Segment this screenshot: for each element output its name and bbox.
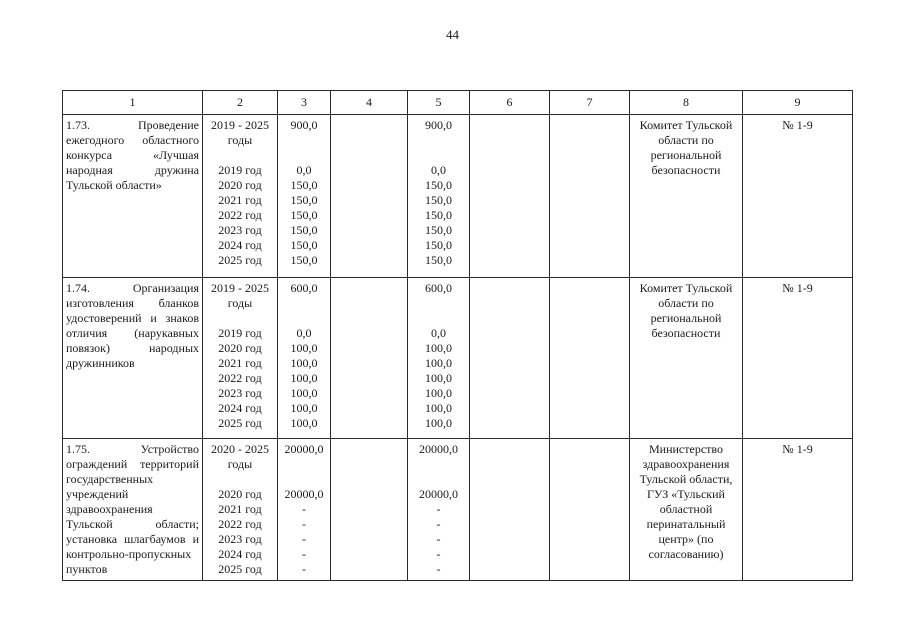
measure-description-cell xyxy=(63,439,203,581)
column-6-cell xyxy=(470,278,550,439)
funding-value: 150,0 xyxy=(290,253,318,267)
funding-value: 100,0 xyxy=(290,386,318,400)
column-7-cell xyxy=(550,278,630,439)
executor: Министерство здравоохранения Тульской области, ГУЗ «Тульский областной перинатальный центр» (по согласованию) xyxy=(639,442,733,561)
year-label: 2024 год xyxy=(218,547,262,561)
funding-value: - xyxy=(302,547,306,561)
year-label: 2025 год xyxy=(218,562,262,576)
indicator-ref: № 1-9 xyxy=(782,442,813,456)
year-label: 2024 год xyxy=(218,238,262,252)
indicator-cell xyxy=(743,115,853,278)
column-6-cell xyxy=(470,115,550,278)
column-header: 2 xyxy=(203,91,278,115)
year-label: 2020 год xyxy=(218,487,262,501)
funding-total: 20000,0 xyxy=(284,442,324,456)
regional-budget-value: 100,0 xyxy=(425,416,452,430)
period-cell xyxy=(203,439,278,581)
column-header: 4 xyxy=(331,91,408,115)
indicator-ref: № 1-9 xyxy=(782,281,813,295)
period-range: 2019 - 2025 xyxy=(211,118,269,132)
column-header: 1 xyxy=(63,91,203,115)
total-funding-cell xyxy=(278,439,331,581)
regional-budget-value: 150,0 xyxy=(425,178,452,192)
funding-value: 0,0 xyxy=(296,326,312,340)
period-range: 2019 - 2025 xyxy=(211,281,269,295)
regional-budget-value: 150,0 xyxy=(425,193,452,207)
period-cell xyxy=(203,115,278,278)
column-4-cell xyxy=(331,278,408,439)
funding-value: - xyxy=(302,502,306,516)
period-cell xyxy=(203,278,278,439)
period-unit: годы xyxy=(227,296,253,310)
column-4-cell xyxy=(331,439,408,581)
funding-value: 20000,0 xyxy=(284,487,324,501)
regional-budget-value: - xyxy=(436,547,441,561)
regional-budget-value: 150,0 xyxy=(425,238,452,252)
column-header: 3 xyxy=(278,91,331,115)
column-6-cell xyxy=(470,439,550,581)
column-7-cell xyxy=(550,439,630,581)
funding-value: 150,0 xyxy=(290,238,318,252)
executor-cell xyxy=(630,115,743,278)
regional-budget-value: 150,0 xyxy=(425,223,452,237)
program-measures-table xyxy=(62,90,853,581)
year-label: 2021 год xyxy=(218,356,262,370)
funding-value: 100,0 xyxy=(290,401,318,415)
executor: Комитет Тульской области по региональной безопасности xyxy=(639,118,733,177)
year-label: 2023 год xyxy=(218,532,262,546)
column-header: 5 xyxy=(408,91,470,115)
year-label: 2021 год xyxy=(218,502,262,516)
period-range: 2020 - 2025 xyxy=(211,442,269,456)
period-unit: годы xyxy=(227,457,253,471)
funding-value: 150,0 xyxy=(290,223,318,237)
funding-total: 600,0 xyxy=(290,281,318,295)
executor-cell xyxy=(630,278,743,439)
measure-description: 1.73. Проведение ежегодного областного конкурса «Лучшая народная дружина Тульской области» xyxy=(66,118,199,192)
funding-value: 150,0 xyxy=(290,178,318,192)
column-5-cell xyxy=(408,278,470,439)
regional-budget-value: 150,0 xyxy=(425,253,452,267)
column-7-cell xyxy=(550,115,630,278)
regional-budget-value: - xyxy=(436,502,441,516)
regional-budget-value: 0,0 xyxy=(431,163,446,177)
table-row xyxy=(63,439,853,581)
regional-budget-value: 100,0 xyxy=(425,386,452,400)
regional-budget-value: - xyxy=(436,562,441,576)
column-header: 9 xyxy=(743,91,853,115)
indicator-cell xyxy=(743,278,853,439)
regional-budget-value: - xyxy=(436,517,441,531)
year-label: 2022 год xyxy=(218,208,262,222)
regional-budget-value: 100,0 xyxy=(425,356,452,370)
year-label: 2025 год xyxy=(218,416,262,430)
year-label: 2022 год xyxy=(218,371,262,385)
funding-value: - xyxy=(302,517,306,531)
measure-description: 1.74. Организация изготовления бланков удостоверений и знаков отличия (нарукавных повязок) народных дружинников xyxy=(66,281,199,370)
funding-value: 150,0 xyxy=(290,193,318,207)
regional-budget-value: 150,0 xyxy=(425,208,452,222)
total-funding-cell xyxy=(278,278,331,439)
funding-value: 100,0 xyxy=(290,371,318,385)
table-row xyxy=(63,115,853,278)
year-label: 2025 год xyxy=(218,253,262,267)
regional-budget-value: 100,0 xyxy=(425,401,452,415)
column-header: 8 xyxy=(630,91,743,115)
year-label: 2023 год xyxy=(218,386,262,400)
funding-value: 100,0 xyxy=(290,416,318,430)
year-label: 2022 год xyxy=(218,517,262,531)
executor-cell xyxy=(630,439,743,581)
year-label: 2019 год xyxy=(218,163,262,177)
regional-budget-value: 100,0 xyxy=(425,371,452,385)
executor: Комитет Тульской области по региональной безопасности xyxy=(639,281,733,340)
funding-total: 900,0 xyxy=(290,118,318,132)
indicator-ref: № 1-9 xyxy=(782,118,813,132)
measure-description-cell xyxy=(63,278,203,439)
period-unit: годы xyxy=(227,133,253,147)
regional-budget-value: 0,0 xyxy=(431,326,446,340)
funding-value: 100,0 xyxy=(290,341,318,355)
funding-value: 0,0 xyxy=(296,163,312,177)
regional-budget-value: 100,0 xyxy=(425,341,452,355)
indicator-cell xyxy=(743,439,853,581)
regional-budget-total: 900,0 xyxy=(425,118,452,132)
page-number: 44 xyxy=(446,27,459,42)
column-header: 7 xyxy=(550,91,630,115)
year-label: 2020 год xyxy=(218,341,262,355)
funding-value: - xyxy=(302,562,306,576)
column-header: 6 xyxy=(470,91,550,115)
regional-budget-total: 20000,0 xyxy=(419,442,458,456)
funding-value: - xyxy=(302,532,306,546)
measure-description-cell xyxy=(63,115,203,278)
year-label: 2024 год xyxy=(218,401,262,415)
year-label: 2023 год xyxy=(218,223,262,237)
column-5-cell xyxy=(408,439,470,581)
regional-budget-total: 600,0 xyxy=(425,281,452,295)
table-row xyxy=(63,278,853,439)
column-4-cell xyxy=(331,115,408,278)
year-label: 2020 год xyxy=(218,178,262,192)
regional-budget-value: 20000,0 xyxy=(419,487,458,501)
column-number-row xyxy=(63,91,853,115)
measure-description: 1.75. Устройство ограждений территорий государственных учреждений здравоохранения Тульской области; установка шлагбаумов и контрольно-пропускных пунктов xyxy=(66,442,199,576)
funding-value: 150,0 xyxy=(290,208,318,222)
column-5-cell xyxy=(408,115,470,278)
funding-value: 100,0 xyxy=(290,356,318,370)
year-label: 2019 год xyxy=(218,326,262,340)
total-funding-cell xyxy=(278,115,331,278)
regional-budget-value: - xyxy=(436,532,441,546)
year-label: 2021 год xyxy=(218,193,262,207)
